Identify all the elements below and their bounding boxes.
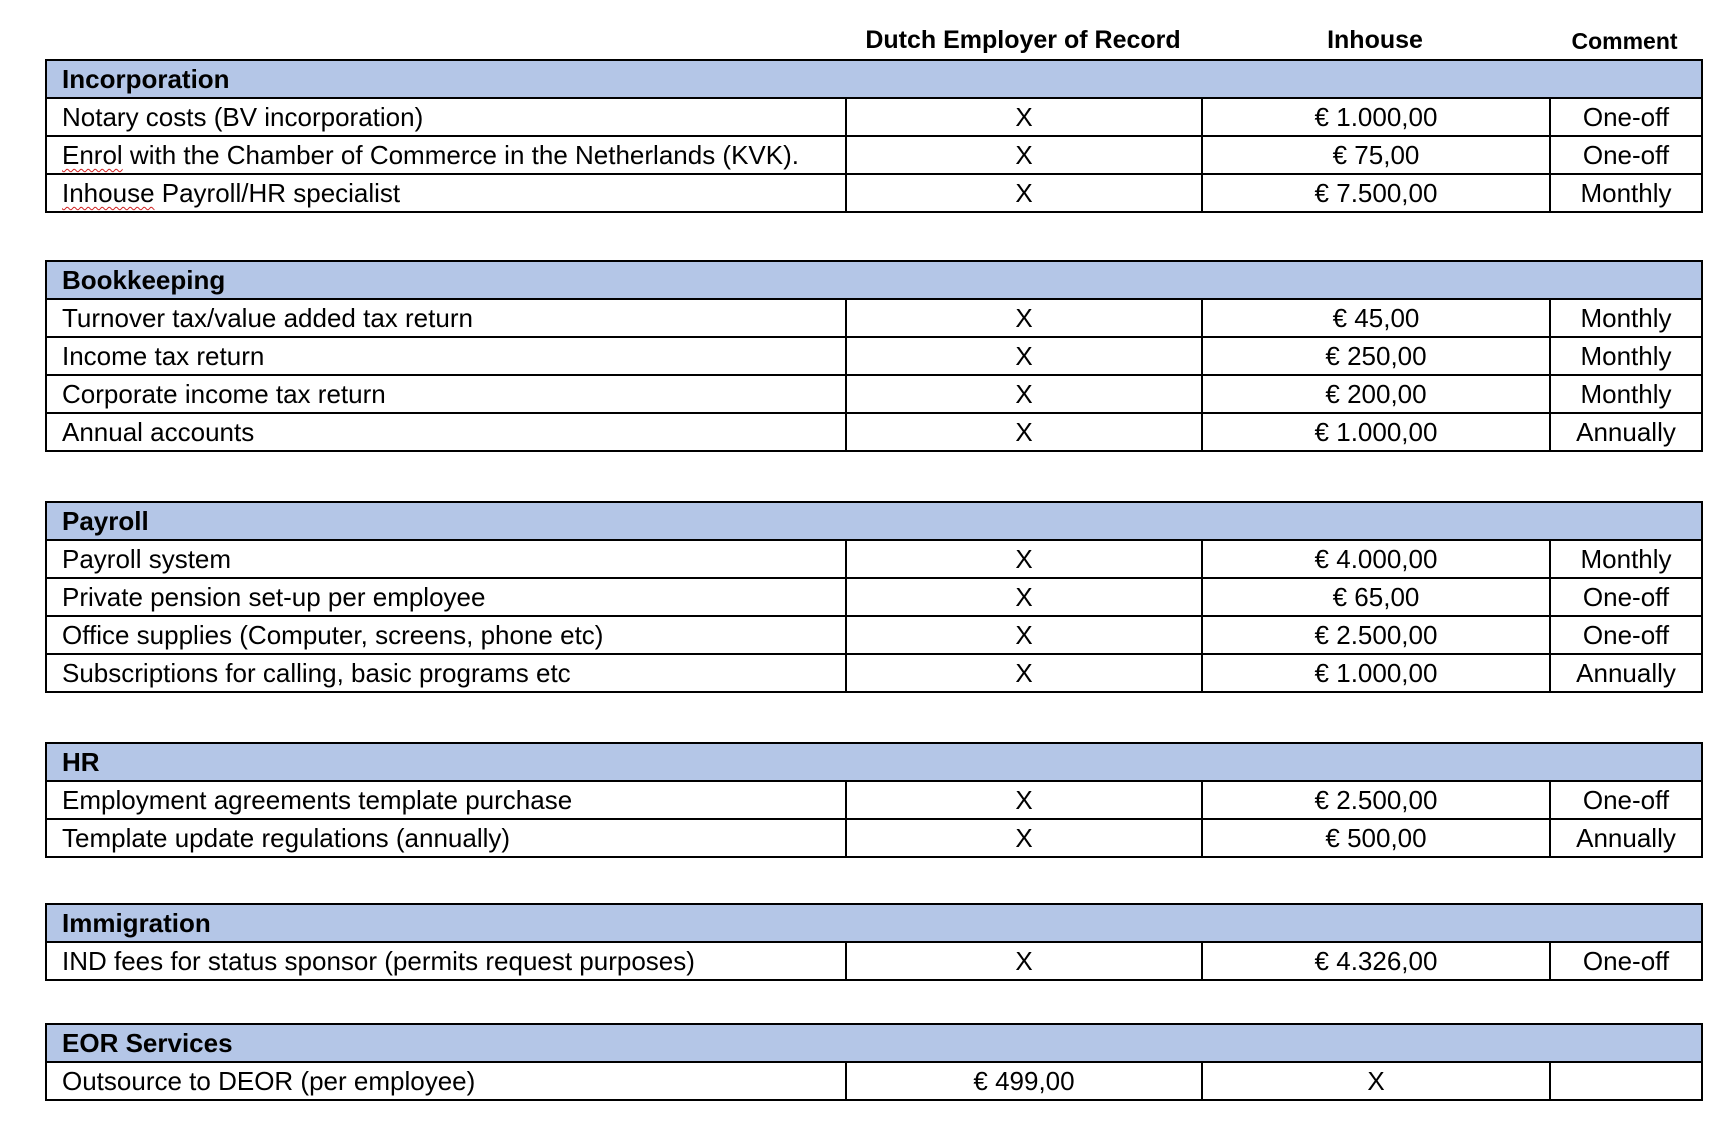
row-label: Office supplies (Computer, screens, phone etc) [46, 616, 846, 654]
row-comment: Monthly [1550, 540, 1702, 578]
row-inhouse-value: € 4.326,00 [1202, 942, 1550, 980]
row-label: Payroll system [46, 540, 846, 578]
row-inhouse-value: X [1202, 1062, 1550, 1100]
table-row [46, 337, 1702, 375]
row-inhouse-value: € 1.000,00 [1202, 98, 1550, 136]
row-eor-value: X [846, 337, 1202, 375]
column-header-inhouse: Inhouse [1327, 26, 1423, 54]
row-eor-value: € 499,00 [846, 1062, 1202, 1100]
table-row [46, 942, 1702, 980]
row-label: Income tax return [46, 337, 846, 375]
row-label-misspelled-word: Enrol [62, 140, 123, 170]
row-label [46, 174, 846, 212]
row-comment: One-off [1550, 578, 1702, 616]
row-inhouse-value: € 1.000,00 [1202, 654, 1550, 692]
row-eor-value: X [846, 942, 1202, 980]
row-eor-value: X [846, 98, 1202, 136]
row-inhouse-value: € 500,00 [1202, 819, 1550, 857]
row-eor-value: X [846, 413, 1202, 451]
row-label: Template update regulations (annually) [46, 819, 846, 857]
table-row [46, 819, 1702, 857]
table-row [46, 174, 1702, 212]
row-eor-value: X [846, 136, 1202, 174]
row-inhouse-value: € 1.000,00 [1202, 413, 1550, 451]
section-title: EOR Services [46, 1024, 1702, 1062]
row-eor-value: X [846, 578, 1202, 616]
section-header [46, 502, 1702, 540]
row-eor-value: X [846, 299, 1202, 337]
row-label-rest: Payroll/HR specialist [154, 178, 401, 208]
row-label [46, 136, 846, 174]
row-comment: Annually [1550, 654, 1702, 692]
row-comment: Annually [1550, 819, 1702, 857]
row-eor-value: X [846, 819, 1202, 857]
table-row [46, 413, 1702, 451]
column-header-eor: Dutch Employer of Record [865, 26, 1181, 54]
section-header [46, 904, 1702, 942]
table-row [46, 1062, 1702, 1100]
table-row [46, 375, 1702, 413]
table-row [46, 616, 1702, 654]
row-comment: Monthly [1550, 174, 1702, 212]
row-comment: One-off [1550, 136, 1702, 174]
section-header [46, 743, 1702, 781]
row-label-misspelled-word: Inhouse [62, 178, 155, 208]
section-title: Payroll [46, 502, 1702, 540]
section-hr [45, 742, 1703, 858]
table-row [46, 654, 1702, 692]
table-row [46, 540, 1702, 578]
section-payroll [45, 501, 1703, 693]
row-comment: One-off [1550, 98, 1702, 136]
row-comment: Monthly [1550, 299, 1702, 337]
row-comment: Monthly [1550, 375, 1702, 413]
row-eor-value: X [846, 616, 1202, 654]
row-label: Employment agreements template purchase [46, 781, 846, 819]
table-row [46, 299, 1702, 337]
table-row [46, 98, 1702, 136]
row-inhouse-value: € 75,00 [1202, 136, 1550, 174]
row-comment [1550, 1062, 1702, 1100]
section-title: HR [46, 743, 1702, 781]
row-comment: One-off [1550, 781, 1702, 819]
section-title: Bookkeeping [46, 261, 1702, 299]
row-label: Private pension set-up per employee [46, 578, 846, 616]
row-inhouse-value: € 4.000,00 [1202, 540, 1550, 578]
column-headers [0, 26, 1734, 60]
section-bookkeeping [45, 260, 1703, 452]
row-eor-value: X [846, 375, 1202, 413]
section-header [46, 1024, 1702, 1062]
table-row [46, 136, 1702, 174]
section-eor-services [45, 1023, 1703, 1101]
table-row [46, 578, 1702, 616]
row-inhouse-value: € 2.500,00 [1202, 781, 1550, 819]
section-immigration [45, 903, 1703, 981]
section-title: Immigration [46, 904, 1702, 942]
row-label-rest: with the Chamber of Commerce in the Netherlands (KVK). [122, 140, 799, 170]
section-title: Incorporation [46, 60, 1702, 98]
row-inhouse-value: € 250,00 [1202, 337, 1550, 375]
table-row [46, 781, 1702, 819]
row-eor-value: X [846, 540, 1202, 578]
row-comment: Monthly [1550, 337, 1702, 375]
row-inhouse-value: € 7.500,00 [1202, 174, 1550, 212]
row-eor-value: X [846, 654, 1202, 692]
row-label: Annual accounts [46, 413, 846, 451]
column-header-comment: Comment [1571, 28, 1678, 54]
row-inhouse-value: € 65,00 [1202, 578, 1550, 616]
row-inhouse-value: € 200,00 [1202, 375, 1550, 413]
row-label: Corporate income tax return [46, 375, 846, 413]
section-header [46, 60, 1702, 98]
row-comment: Annually [1550, 413, 1702, 451]
section-incorporation [45, 59, 1703, 213]
row-label: Outsource to DEOR (per employee) [46, 1062, 846, 1100]
row-eor-value: X [846, 781, 1202, 819]
row-label: Turnover tax/value added tax return [46, 299, 846, 337]
row-inhouse-value: € 45,00 [1202, 299, 1550, 337]
row-eor-value: X [846, 174, 1202, 212]
section-header [46, 261, 1702, 299]
row-comment: One-off [1550, 616, 1702, 654]
row-comment: One-off [1550, 942, 1702, 980]
row-label: Notary costs (BV incorporation) [46, 98, 846, 136]
row-inhouse-value: € 2.500,00 [1202, 616, 1550, 654]
row-label: Subscriptions for calling, basic programs etc [46, 654, 846, 692]
row-label: IND fees for status sponsor (permits request purposes) [46, 942, 846, 980]
